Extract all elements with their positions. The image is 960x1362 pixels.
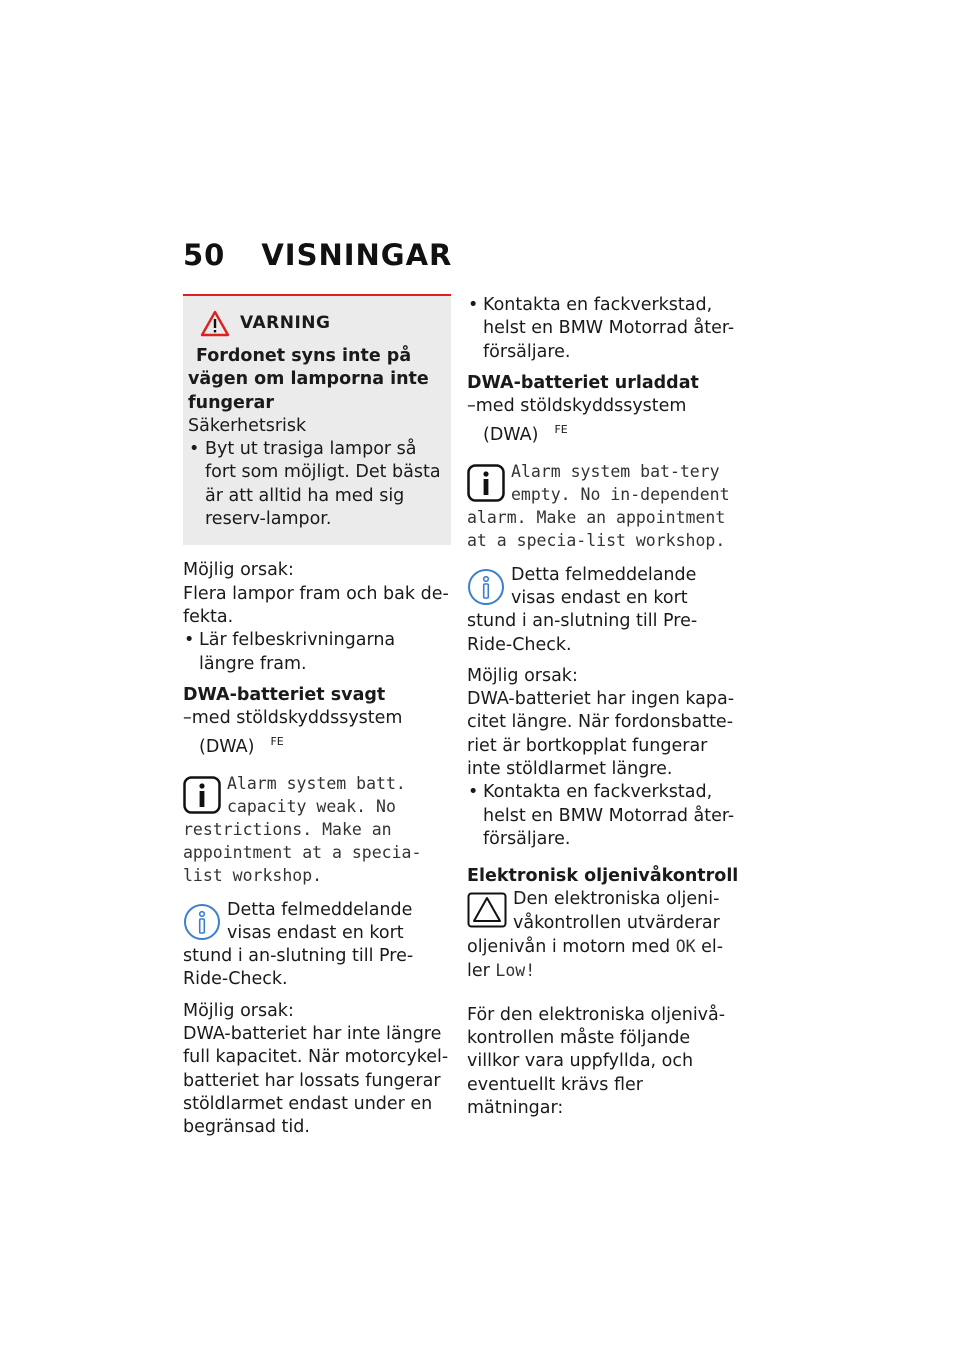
- dwa-empty-dash: [467, 395, 742, 447]
- dwa-empty-cause-text: DWA-batteriet har ingen kapa-citet längre. När fordonsbatte-riet är bortkopplat fungerar inte stöldlarmet längre.: [467, 689, 735, 779]
- warning-heading-line1: Fordonet syns inte på: [196, 346, 412, 366]
- dwa-weak-dash-text: –med stöldskyddssystem (DWA): [183, 708, 403, 758]
- left-column: [183, 294, 451, 1140]
- dwa-weak-cause-text: DWA-batteriet har inte längre full kapacitet. När motorcykel-batteriet har lossats fungerar stöldlarmet endast under en begränsad tid.: [183, 1024, 449, 1138]
- oil-ok-value: OK: [675, 937, 696, 957]
- page-header: [183, 238, 452, 272]
- oil-low-value: Low!: [495, 961, 536, 981]
- warning-header: [188, 310, 445, 337]
- page-title: VISNINGAR: [261, 238, 453, 272]
- dwa-weak-info: Detta felmeddelande visas endast en kort stund i an-slutning till Pre-Ride-Check.: [183, 899, 414, 990]
- cause-text: Flera lampor fram och bak de-fekta.: [183, 583, 449, 627]
- dwa-weak-cause-label: Möjlig orsak:: [183, 1000, 294, 1021]
- dwa-empty-title: DWA-batteriet urladdat: [467, 372, 699, 393]
- warning-triangle-icon: [200, 310, 230, 337]
- info-circle-icon: [467, 568, 505, 606]
- cause-bullet: • Lär felbeskrivningarna längre fram.: [183, 629, 451, 676]
- warning-box: [183, 294, 451, 545]
- dwa-empty-info: Detta felmeddelande visas endast en kort stund i an-slutning till Pre-Ride-Check.: [467, 564, 698, 655]
- dwa-empty-message-block: [467, 460, 742, 552]
- dwa-weak-dash: [183, 707, 451, 759]
- dwa-weak-message-block: [183, 772, 451, 887]
- oil-title: Elektronisk oljenivåkontroll: [467, 866, 739, 887]
- warning-title: VARNING: [240, 312, 331, 333]
- warning-bullet: • Byt ut trasiga lampor så fort som möjligt. Det bästa är att alltid ha med sig reserv-lampor.: [188, 438, 445, 531]
- info-icon: [467, 464, 505, 502]
- dwa-weak-sup: FE: [270, 735, 284, 749]
- cause-label: Möjlig orsak:: [183, 560, 294, 581]
- dwa-empty-dash-text: –med stöldskyddssystem (DWA): [467, 396, 687, 446]
- info-icon: [183, 776, 221, 814]
- oil-text: [467, 888, 742, 983]
- warning-heading-line2: vägen om lamporna inte fungerar: [188, 369, 429, 413]
- dwa-empty-info-block: [467, 564, 742, 657]
- oil-text-b: el-ler: [467, 937, 724, 982]
- contact-bullet-2: • Kontakta en fackverkstad, helst en BMW Motorrad åter-försäljare.: [467, 781, 742, 851]
- page-number: 50: [183, 238, 226, 272]
- oil-text-a: Den elektroniska oljeni-våkontrollen utvärderar oljenivån i motorn med: [467, 889, 720, 958]
- right-column: [467, 294, 742, 1120]
- warning-triangle-box-icon: [467, 892, 507, 928]
- contact-bullet: • Kontakta en fackverkstad, helst en BMW Motorrad åter-försäljare.: [467, 294, 742, 364]
- dwa-weak-info-block: [183, 899, 451, 992]
- oil-block: [467, 888, 742, 983]
- dwa-weak-message: Alarm system batt. capacity weak. No restrictions. Make an appointment at a specia-list workshop.: [183, 773, 422, 885]
- dwa-empty-sup: FE: [554, 423, 568, 437]
- dwa-weak-title: DWA-batteriet svagt: [183, 684, 386, 705]
- dwa-empty-cause-label: Möjlig orsak:: [467, 665, 578, 686]
- info-circle-icon: [183, 903, 221, 941]
- warning-risk: Säkerhetsrisk: [188, 415, 307, 436]
- dwa-empty-message: Alarm system bat-tery empty. No in-dependent alarm. Make an appointment at a specia-list workshop.: [467, 461, 730, 550]
- oil-paragraph: För den elektroniska oljenivå-kontrollen måste följande villkor vara uppfyllda, och eventuellt krävs fler mätningar:: [467, 1004, 726, 1118]
